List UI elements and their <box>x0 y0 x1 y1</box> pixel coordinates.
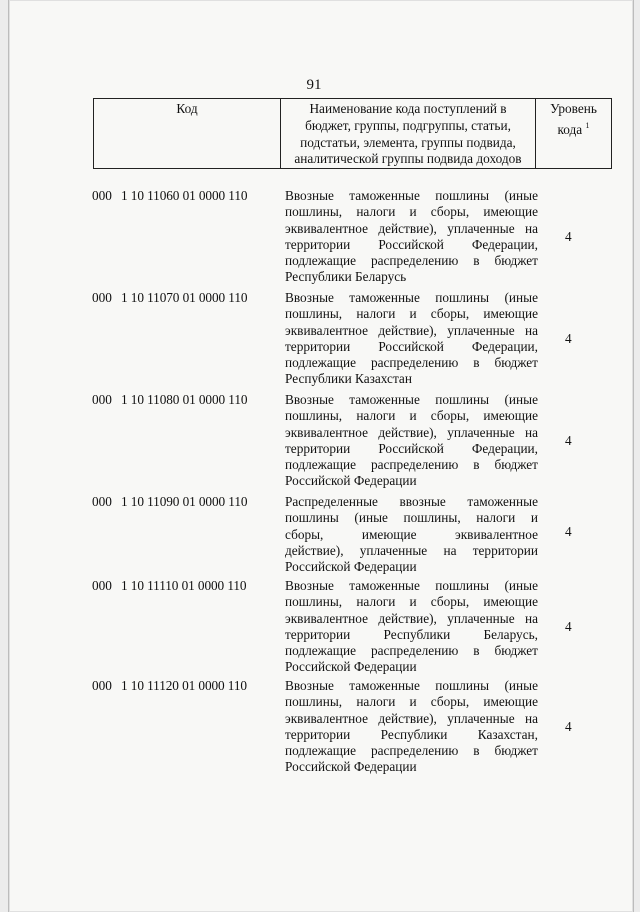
code-level: 4 <box>565 619 572 634</box>
revenue-name-line: пошлины, налоги и сборы, имеющие <box>285 306 538 322</box>
code-level: 4 <box>565 331 572 346</box>
revenue-name-line: пошлины, налоги и сборы, имеющие <box>285 204 538 220</box>
revenue-name-line: пошлины (иные пошлины, налоги и <box>285 510 538 526</box>
header-level-line: кода $^1$ <box>557 120 590 137</box>
revenue-name-line: Республики Казахстан <box>285 371 412 387</box>
revenue-name-line: сборы, имеющие эквивалентное <box>285 526 538 542</box>
revenue-name-line: действие), уплаченные на территории <box>285 542 538 558</box>
admin-code: 000 <box>92 494 112 509</box>
revenue-code: 1 10 11080 01 0000 110 <box>121 392 248 407</box>
revenue-name-line: территории Республики Беларусь, <box>285 626 538 642</box>
revenue-name-line: Российской Федерации <box>285 559 417 575</box>
revenue-name-line: Российской Федерации <box>285 473 417 489</box>
revenue-name <box>285 578 538 676</box>
revenue-name-line: подлежащие распределению в бюджет <box>285 743 538 759</box>
header-level <box>536 99 612 169</box>
revenue-name-line: Российской Федерации <box>285 759 417 775</box>
revenue-name-line: подлежащие распределению в бюджет <box>285 355 538 371</box>
revenue-name-line: Ввозные таможенные пошлины (иные <box>285 678 538 693</box>
revenue-name-line: эквивалентное действие), уплаченные на <box>285 710 538 726</box>
revenue-name-line: подлежащие распределению в бюджет <box>285 253 538 269</box>
revenue-name-line: Ввозные таможенные пошлины (иные <box>285 290 538 305</box>
revenue-name-line: эквивалентное действие), уплаченные на <box>285 220 538 236</box>
header-name-line: аналитической группы подвида доходов <box>294 151 522 167</box>
revenue-name-line: подлежащие распределению в бюджет <box>285 457 538 473</box>
revenue-name <box>285 290 538 388</box>
admin-code: 000 <box>92 678 112 693</box>
header-code: Код <box>94 99 281 169</box>
revenue-name-line: эквивалентное действие), уплаченные на <box>285 610 538 626</box>
revenue-name <box>285 678 538 776</box>
revenue-name <box>285 494 538 575</box>
revenue-name-line: Ввозные таможенные пошлины (иные <box>285 188 538 203</box>
admin-code: 000 <box>92 188 112 203</box>
revenue-code: 1 10 11120 01 0000 110 <box>121 678 247 693</box>
code-level: 4 <box>565 229 572 244</box>
revenue-name-line: Распределенные ввозные таможенные <box>285 494 538 509</box>
revenue-name-line: Ввозные таможенные пошлины (иные <box>285 578 538 593</box>
revenue-name-line: Республики Беларусь <box>285 269 407 285</box>
revenue-name-line: пошлины, налоги и сборы, имеющие <box>285 408 538 424</box>
revenue-name-line: пошлины, налоги и сборы, имеющие <box>285 694 538 710</box>
code-level: 4 <box>565 524 572 539</box>
admin-code: 000 <box>92 578 112 593</box>
header-name-line: Наименование кода поступлений в <box>309 101 507 116</box>
code-level: 4 <box>565 719 572 734</box>
page-number: 91 <box>306 77 322 93</box>
code-level: 4 <box>565 433 572 448</box>
table-header <box>93 98 612 169</box>
revenue-code: 1 10 11110 01 0000 110 <box>121 578 247 593</box>
header-name-line: бюджет, группы, подгруппы, статьи, <box>305 117 511 133</box>
revenue-code: 1 10 11090 01 0000 110 <box>121 494 248 509</box>
admin-code: 000 <box>92 392 112 407</box>
revenue-name-line: подлежащие распределению в бюджет <box>285 643 538 659</box>
revenue-name-line: территории Российской Федерации, <box>285 236 538 252</box>
revenue-name <box>285 188 538 286</box>
revenue-name-line: территории Российской Федерации, <box>285 440 538 456</box>
revenue-name-line: территории Российской Федерации, <box>285 338 538 354</box>
header-name <box>281 99 536 169</box>
header-level-line: Уровень <box>550 101 597 116</box>
revenue-name-line: пошлины, налоги и сборы, имеющие <box>285 594 538 610</box>
revenue-name-line: территории Республики Казахстан, <box>285 726 538 742</box>
revenue-name-line: Российской Федерации <box>285 659 417 675</box>
revenue-name-line: Ввозные таможенные пошлины (иные <box>285 392 538 407</box>
revenue-code: 1 10 11060 01 0000 110 <box>121 188 248 203</box>
revenue-code: 1 10 11070 01 0000 110 <box>121 290 248 305</box>
header-name-line: подстатьи, элемента, группы подвида, <box>300 134 516 150</box>
revenue-name <box>285 392 538 490</box>
admin-code: 000 <box>92 290 112 305</box>
document-page <box>8 0 634 912</box>
revenue-name-line: эквивалентное действие), уплаченные на <box>285 322 538 338</box>
footnote-mark: 1 <box>585 120 590 130</box>
revenue-name-line: эквивалентное действие), уплаченные на <box>285 424 538 440</box>
